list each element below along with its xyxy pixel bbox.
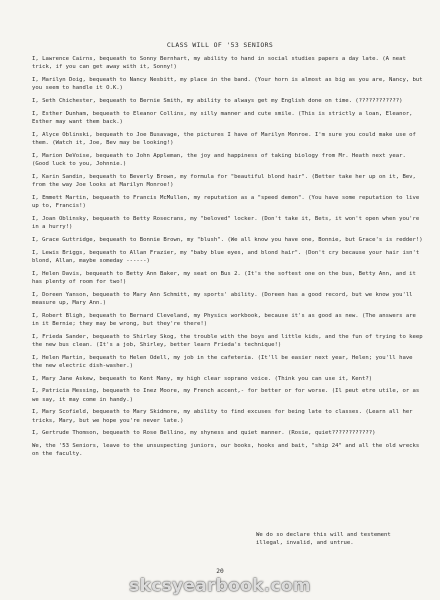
will-paragraph: I, Marion DeVoise, bequeath to John Appleman, the joy and happiness of taking biology from Mr. Heath next year. (Good luck to you, Johnnie.) (32, 152, 406, 167)
watermark: skcsyearbook.com (129, 576, 311, 596)
will-paragraph: I, Marilyn Doig, bequeath to Nancy Nesbitt, my place in the band. (Your horn is almost as big as you are, Nancy, but you seem to handle it O.K.) (32, 77, 423, 92)
will-paragraph: I, Patricia Messing, bequeath to Inez Moore, my French accent,- for better or for worse. (Il peut etre utile, or as we say, it may come in handy.) (32, 388, 420, 403)
will-paragraph: I, Mary Scofield, bequeath to Mary Skidmore, my ability to find excuses for being late to classes. (Learn all her tricks, Mary, but we hope you're never late.) (32, 409, 413, 424)
will-paragraph: I, Gertrude Thomson, bequeath to Rose Bellino, my shyness and quiet manner. (Rosie, quiet????????????) (32, 430, 376, 437)
will-paragraph: I, Grace Guttridge, bequeath to Bonnie Brown, my "blush". (We all know you have one, Bonnie, but Grace's is redder!) (32, 236, 423, 243)
will-paragraph: I, Joan Oblinsky, bequeath to Betty Rosecrans, my "beloved" locker. (Don't take it, Bets, it won't open when you're in a hurry!) (32, 215, 420, 230)
will-paragraph: I, Helen Martin, bequeath to Helen Odell, my job in the cafeteria. (It'll be easier next year, Helen; you'll have the new electric dish-washer.) (32, 354, 413, 369)
will-paragraph: I, Lewis Briggs, bequeath to Allan Frazier, my "baby blue eyes, and blond hair". (Don't cry because your hair isn't blond, Allan, maybe someday ------) (32, 249, 420, 264)
will-paragraph: I, Mary Jane Askew, bequeath to Kent Many, my high clear soprano voice. (Think you can use it, Kent?) (32, 375, 373, 382)
will-paragraph: I, Seth Chichester, bequeath to Bernie Smith, my ability to always get my English done on time. (????????????) (32, 98, 403, 104)
page-title: CLASS WILL OF '53 SENIORS (166, 41, 274, 49)
will-paragraph: We, the '53 Seniors, leave to the unsuspecting juniors, our books, hooks and bait, "ship 24" and all the old wrecks on the faculty. (32, 443, 420, 458)
will-paragraph: I, Alyce Oblinski, bequeath to Joe Busavage, the pictures I have of Marilyn Monroe. I'm sure you could make use of them. (Watch it, Joe, Bev may be looking!) (32, 131, 416, 146)
will-paragraph: I, Robert Bligh, bequeath to Bernard Cleveland, my Physics workbook, because it's as good as new. (The answers are in it Bernie; they may be wrong, but they're there!) (32, 312, 416, 327)
will-paragraph: I, Frieda Sander, bequeath to Shirley Skog, the trouble with the boys and little kids, and the fun of trying to keep the new bus clean. (It's a job, Shirley, better learn Frieda's technique!) (32, 333, 423, 348)
will-paragraph: I, Emmett Martin, bequeath to Francis McMullen, my reputation as a "speed demon". (You have some reputation to live up to, Francis!) (32, 194, 420, 209)
will-paragraph: I, Karin Sandin, bequeath to Beverly Brown, my formula for "beautiful blond hair". (Better take her up on it, Bev, from the way Joe looks at Marilyn Monroe!) (32, 173, 416, 188)
will-paragraph: I, Doreen Yanson, bequeath to Mary Ann Schmitt, my sports' ability. (Doreen has a good record, but we know you'll measure up, Mary Ann.) (32, 291, 413, 306)
class-will-body (32, 55, 424, 463)
will-paragraph: I, Esther Dunham, bequeath to Eleanor Collins, my silly manner and cute smile. (This is strictly a loan, Eleanor, Esther may want them back.) (32, 110, 413, 125)
will-paragraph: I, Lawrence Cairns, bequeath to Sonny Bernhart, my ability to hand in social studies papers a day late. (A neat trick, if you can get away with it, Sonny!) (32, 56, 406, 71)
page-number: 20 (216, 568, 224, 575)
will-paragraph: I, Helen Davis, bequeath to Betty Ann Baker, my seat on Bus 2. (It's the softest one on the bus, Betty Ann, and it has plenty of room for two!) (32, 270, 416, 285)
closing-declaration: We do so declare this will and testement illegal, invalid, and untrue. (256, 532, 391, 547)
